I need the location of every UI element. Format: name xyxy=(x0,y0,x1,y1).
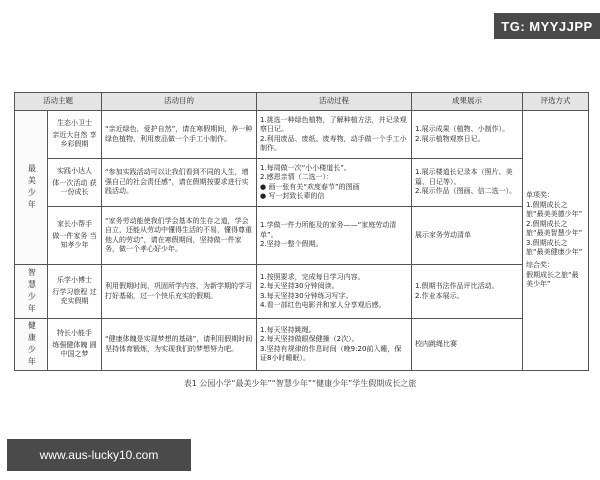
result-cell xyxy=(412,207,523,265)
watermark-top: TG: MYYJJPP xyxy=(494,13,600,39)
subtheme-cell xyxy=(48,207,102,265)
subtheme-name: 生态小卫士 xyxy=(57,119,92,128)
table-row xyxy=(15,207,589,265)
process-cell xyxy=(257,111,412,159)
result-line: 2.展示植物观察日记。 xyxy=(415,134,485,143)
process-line: 1.每周做一次“小小楼道长”。 xyxy=(260,163,351,172)
table-row xyxy=(15,319,589,371)
result-line: 1.展示成果（植物、小制作）。 xyxy=(415,125,510,134)
theme-cell-zhihui xyxy=(15,265,48,319)
header-theme: 活动主题 xyxy=(15,93,102,111)
process-cell xyxy=(257,319,412,371)
subtheme-cell xyxy=(48,319,102,371)
theme-label: 最美少年 xyxy=(27,163,37,212)
result-line: 展示家务劳动清单 xyxy=(415,230,471,239)
result-line: 1.假期书法作品评比活动。 xyxy=(415,282,499,291)
process-line: 1.每天坚持跳绳。 xyxy=(260,325,316,334)
evaluation-line: 单项奖： xyxy=(526,191,554,200)
theme-label: 智慧少年 xyxy=(27,267,37,316)
subtheme-subtitle: 亲近大自然 享乡彩假期 xyxy=(52,130,97,149)
watermark-bottom: www.aus-lucky10.com xyxy=(7,439,191,471)
purpose-cell: “健康体魄是实现梦想的基础”，请利用假期时间坚持体育锻炼，为实现我们的梦想努力吧。 xyxy=(102,319,257,371)
process-line: ● 画一张有关“欢度春节”的图画 xyxy=(260,182,360,191)
result-cell xyxy=(412,111,523,159)
process-line: 3.坚持有规律的作息时间（晚9:20前入睡，保证8小时睡眠）。 xyxy=(260,344,402,362)
header-evaluation: 评选方式 xyxy=(523,93,589,111)
result-cell xyxy=(412,265,523,319)
subtheme-subtitle: 体一次活动 获一份成长 xyxy=(52,178,97,197)
table-row xyxy=(15,265,589,319)
subtheme-name: 特长小能手 xyxy=(57,329,92,338)
subtheme-cell xyxy=(48,159,102,207)
table-caption: 表1 公园小学“最美少年”“智慧少年”“健康少年”学生假期成长之旅 xyxy=(183,379,417,388)
subtheme-name: 家长小帮手 xyxy=(57,220,92,229)
subtheme-name: 实践小达人 xyxy=(57,167,92,176)
process-line: 3.每天坚持30分钟练习写字。 xyxy=(260,291,353,300)
subtheme-name: 乐学小博士 xyxy=(57,276,92,285)
purpose-cell: 利用假期时间，巩固所学内容，为新学期的学习打好基础，过一个快乐充实的假期。 xyxy=(102,265,257,319)
result-line: 1.展示楼道长记录本（照片、美篇、日记等）。 xyxy=(415,168,513,186)
process-cell xyxy=(257,207,412,265)
purpose-cell: “参加实践活动可以让我们看到不同的人生，增强自己的社会责任感”，请在假期按要求进行实践活动。 xyxy=(102,159,257,207)
process-line: 4.看一部红色电影并和家人分享观后感。 xyxy=(260,300,386,309)
evaluation-line: 3.假期成长之旅“最美健康少年” xyxy=(526,238,583,256)
header-purpose: 活动目的 xyxy=(102,93,257,111)
process-line: 2.每天坚持做眼保健操（2次）。 xyxy=(260,335,359,344)
purpose-cell: “亲近绿色，爱护自然”，请在寒假期间，养一种绿色植物，利用废品做一个手工小制作。 xyxy=(102,111,257,159)
subtheme-subtitle: 行学习旅程 过充实假期 xyxy=(52,287,97,306)
result-cell xyxy=(412,319,523,371)
process-line: 1.学做一件力所能及的家务——“家庭劳动清单”。 xyxy=(260,221,397,239)
table-row xyxy=(15,111,589,159)
evaluation-line: 1.假期成长之旅“最美美德少年” xyxy=(526,200,583,219)
theme-label: 健康少年 xyxy=(27,320,37,369)
process-line: 1.按照要求，完成每日学习内容。 xyxy=(260,272,365,281)
process-cell xyxy=(257,159,412,207)
activity-plan-table xyxy=(14,92,589,371)
process-line: ● 写一封致长辈的信 xyxy=(260,191,325,200)
table-header-row xyxy=(15,93,589,111)
header-process: 活动过程 xyxy=(257,93,412,111)
result-line: 校内跳绳比赛 xyxy=(415,339,457,348)
evaluation-line: 综合奖： xyxy=(526,261,554,270)
process-line: 1.挑选一种绿色植物，了解种植方法，并记录观察日记。 xyxy=(260,115,407,134)
theme-cell-jiankang xyxy=(15,319,48,371)
subtheme-subtitle: 做一件家务 当知孝少年 xyxy=(52,231,97,250)
theme-cell-meimei xyxy=(15,111,48,265)
subtheme-cell xyxy=(48,111,102,159)
process-line: 2.坚持一整个假期。 xyxy=(260,240,323,249)
process-line: 2.利用废品、废纸、废寿物，动手做一个手工小制作。 xyxy=(260,134,407,152)
subtheme-cell xyxy=(48,265,102,319)
process-cell xyxy=(257,265,412,319)
purpose-cell: “家务劳动能使我们学会基本的生存之道，学会自立，还能从劳动中懂得生活的不易，懂得尊重他人的劳动”，请在寒假期间，坚持做一件家务，做一个孝心好少年。 xyxy=(102,207,257,265)
result-line: 2.作业本展示。 xyxy=(415,291,464,300)
process-line: 2.每天坚持30分钟阅读。 xyxy=(260,282,339,291)
subtheme-subtitle: 练强健体魄 圆中国之梦 xyxy=(52,340,97,359)
process-line: 2.感恩亲情（二选一）： xyxy=(260,173,334,182)
result-line: 2.展示作品（图画、信二选一）。 xyxy=(415,187,517,196)
result-cell xyxy=(412,159,523,207)
evaluation-line: 假期成长之旅“最美少年” xyxy=(526,270,579,289)
evaluation-cell xyxy=(523,111,589,371)
table-row xyxy=(15,159,589,207)
evaluation-line: 2.假期成长之旅“最美智慧少年” xyxy=(526,219,583,238)
header-result: 成果展示 xyxy=(412,93,523,111)
